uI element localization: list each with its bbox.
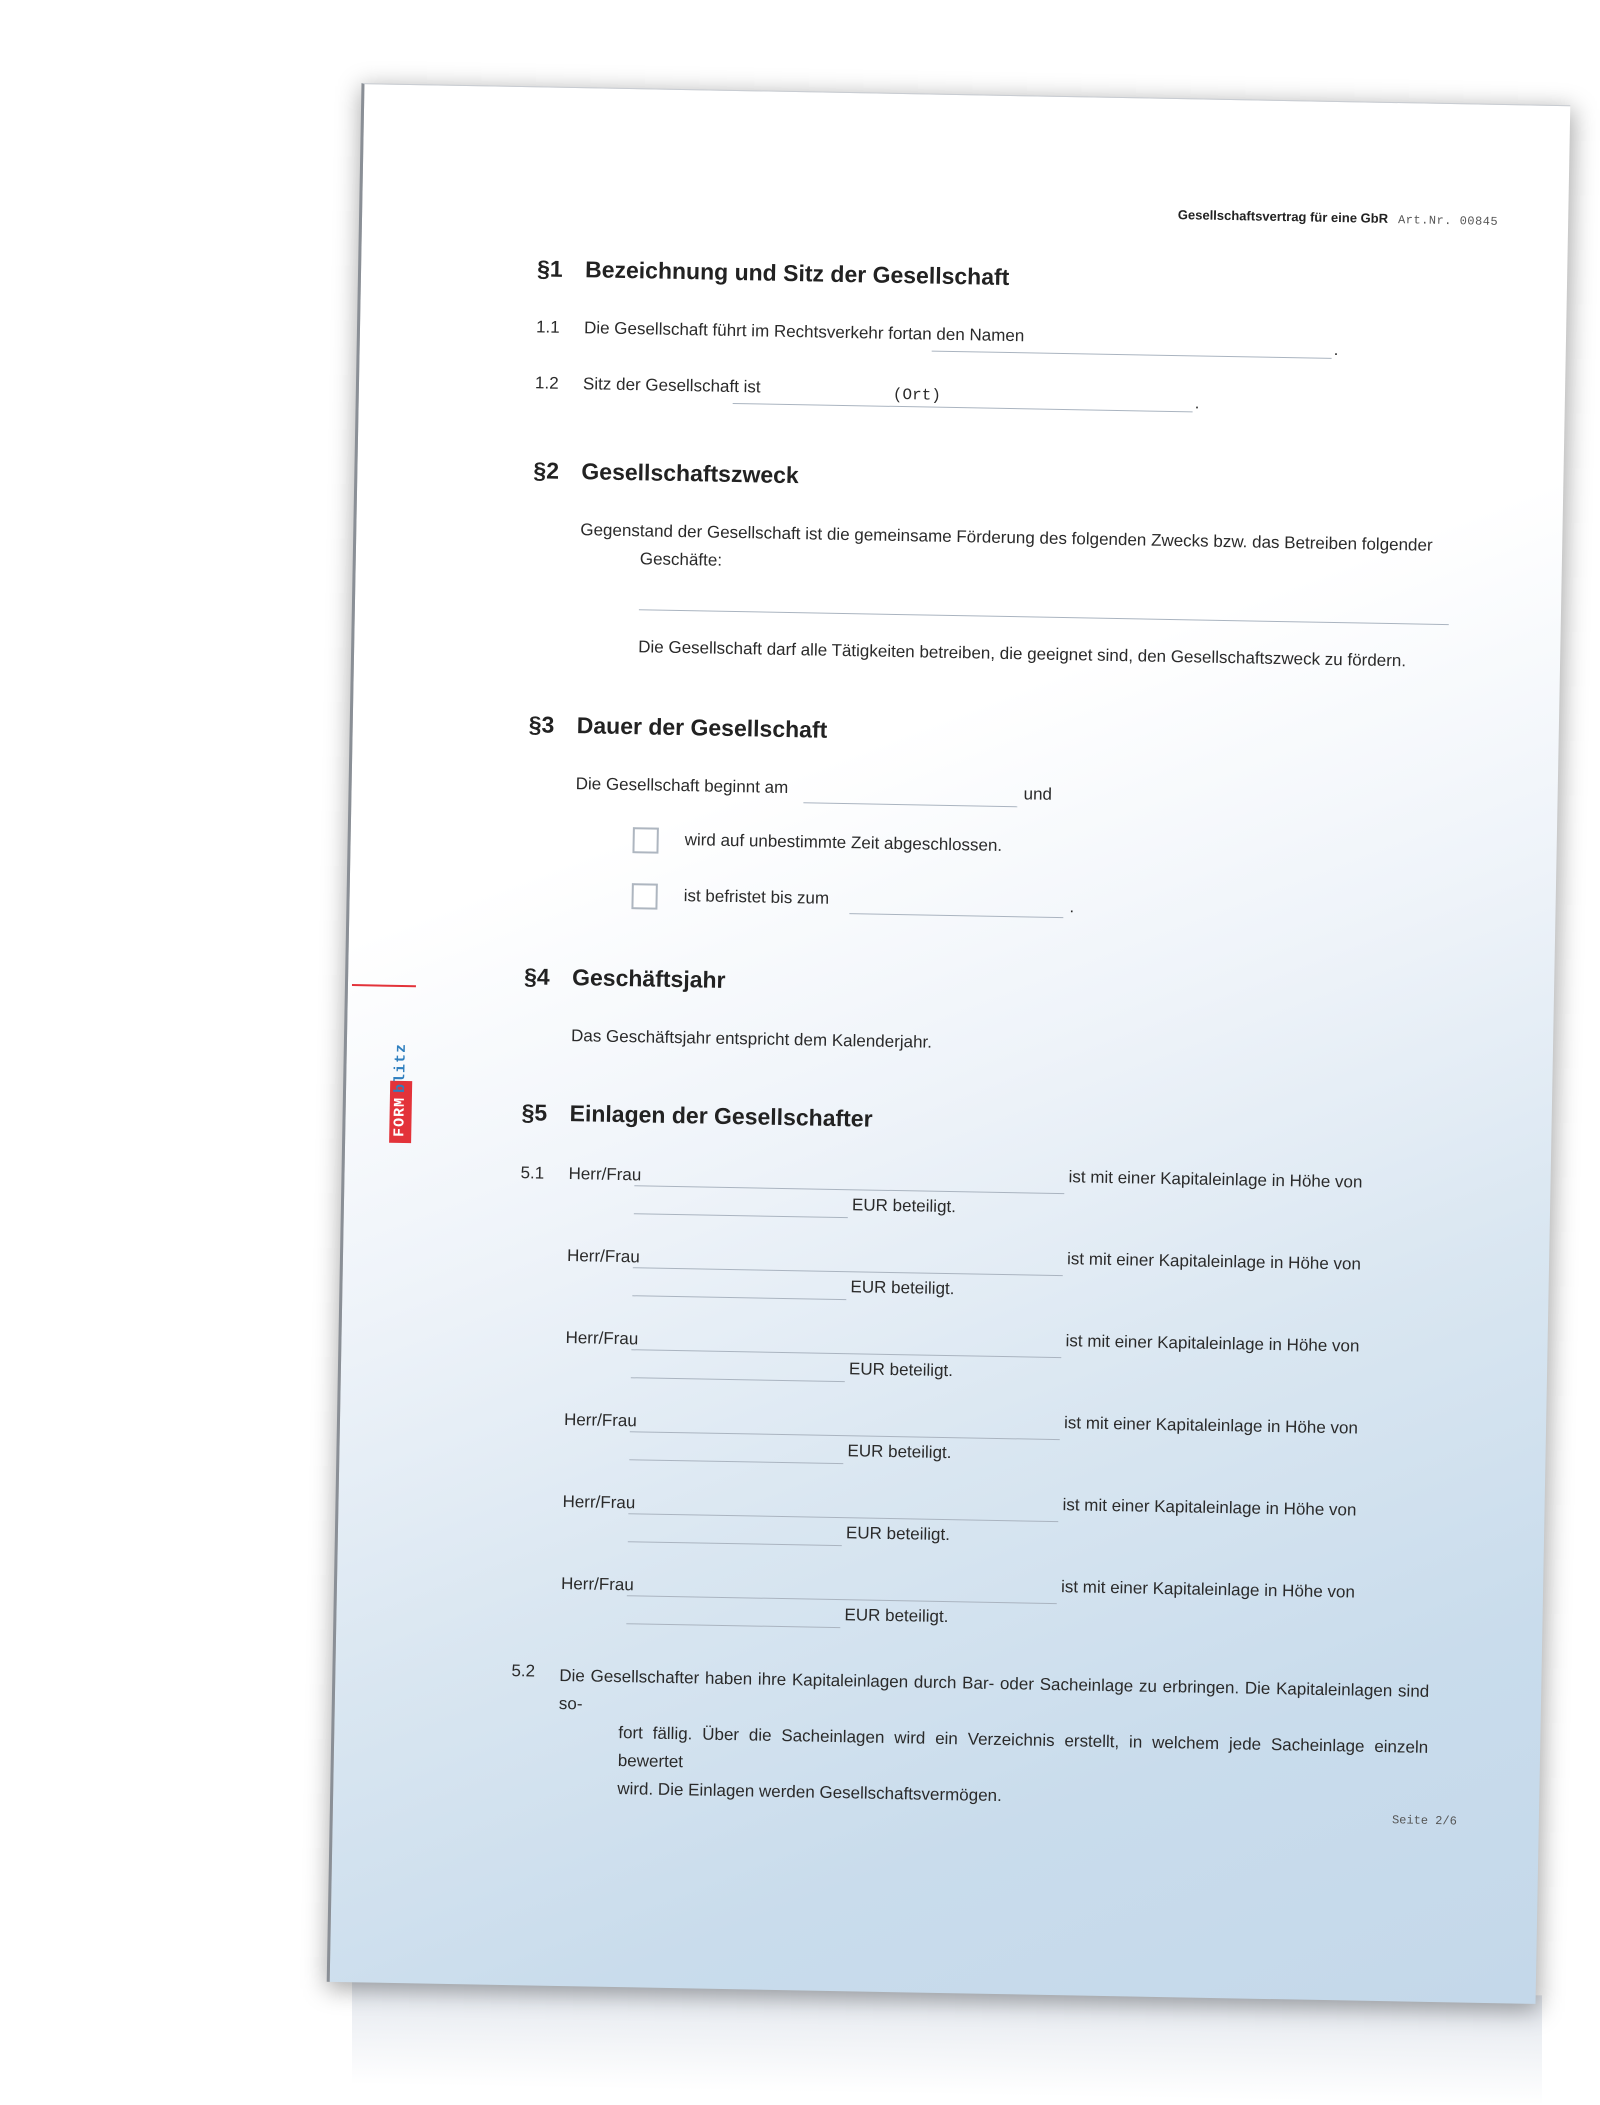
- clause-1-1-text: Die Gesellschaft führt im Rechtsverkehr fortan den Namen: [583, 318, 1025, 346]
- section-3-heading: [529, 711, 828, 743]
- section-title: Gesellschaftszweck: [581, 458, 799, 489]
- company-name-field[interactable]: [932, 351, 1332, 359]
- purpose-field[interactable]: [639, 609, 1449, 625]
- start-date-label: Die Gesellschaft beginnt am: [575, 774, 789, 798]
- purpose-text-continued: Geschäfte:: [639, 549, 723, 570]
- unlimited-duration-checkbox[interactable]: [632, 827, 658, 853]
- header-title: Gesellschaftsvertrag für eine GbR: [1177, 207, 1389, 226]
- fixed-term-end: .: [1069, 897, 1075, 917]
- partner-name-field[interactable]: [631, 1349, 1061, 1358]
- clause-1-1-end: .: [1333, 339, 1339, 360]
- clause-5-2-line: wird. Die Einlagen werden Gesellschaftsvermögen.: [617, 1779, 1002, 1806]
- clause-5-2-text: [557, 1662, 1429, 1818]
- contribution-mid: ist mit einer Kapitaleinlage in Höhe von: [1063, 1413, 1359, 1438]
- contribution-mid: ist mit einer Kapitaleinlage in Höhe von: [1062, 1495, 1357, 1520]
- clause-1-2-end: .: [1194, 393, 1200, 413]
- clause-5-2-number: 5.2: [511, 1661, 536, 1681]
- contribution-amount-field[interactable]: [628, 1541, 842, 1546]
- document-header: [1178, 207, 1499, 229]
- formblitz-logo: [389, 993, 414, 1143]
- section-title: Geschäftsjahr: [571, 964, 726, 993]
- purpose-text: Gegenstand der Gesellschaft ist die gemeinsame Förderung des folgenden Zwecks bzw. das Betreiben folgender: [580, 520, 1433, 555]
- contribution-amount-field[interactable]: [631, 1377, 845, 1382]
- contribution-amount-field[interactable]: [634, 1213, 848, 1218]
- header-artnr: Art.Nr. 00845: [1397, 213, 1499, 229]
- section-number: §5: [521, 1099, 548, 1126]
- contribution-end: EUR beteiligt.: [844, 1605, 949, 1627]
- logo-text: [389, 993, 414, 1143]
- contribution-end: EUR beteiligt.: [847, 1441, 952, 1463]
- section-title: Bezeichnung und Sitz der Gesellschaft: [584, 256, 1010, 290]
- contribution-end: EUR beteiligt.: [851, 1195, 957, 1217]
- clause-1-2-number: 1.2: [534, 373, 559, 393]
- contribution-end: EUR beteiligt.: [848, 1359, 954, 1381]
- unlimited-duration-label: wird auf unbestimmte Zeit abgeschlossen.: [684, 830, 1003, 855]
- section-title: Einlagen der Gesellschafter: [569, 1100, 873, 1132]
- section-number: §3: [528, 711, 555, 738]
- partner-name-field[interactable]: [634, 1185, 1064, 1194]
- section-number: §1: [536, 255, 563, 282]
- section-2-heading: [533, 457, 799, 489]
- document-page: [327, 83, 1571, 2004]
- logo-blitz-text: blitz: [392, 1042, 410, 1094]
- clause-5-2-line: fort fällig. Über die Sacheinlagen wird ein Verzeichnis erstellt, in welchem jede Sacheinlage einzeln bewertet: [617, 1723, 1429, 1772]
- partner-name-field[interactable]: [633, 1267, 1063, 1276]
- fixed-term-checkbox[interactable]: [631, 883, 657, 909]
- partner-name-field[interactable]: [630, 1431, 1060, 1440]
- seat-field-hint: (Ort): [892, 385, 942, 405]
- contribution-end: EUR beteiligt.: [850, 1277, 955, 1299]
- contribution-mid: ist mit einer Kapitaleinlage in Höhe von: [1068, 1167, 1363, 1192]
- contribution-amount-field[interactable]: [632, 1295, 846, 1300]
- contribution-amount-field[interactable]: [629, 1459, 843, 1464]
- section-number: §4: [523, 963, 550, 990]
- page-number: Seite 2/6: [1391, 1813, 1457, 1829]
- contribution-mid: ist mit einer Kapitaleinlage in Höhe von: [1066, 1249, 1362, 1274]
- purpose-scope-text: Die Gesellschaft darf alle Tätigkeiten betreiben, die geeignet sind, den Gesellschaftszweck zu fördern.: [638, 637, 1407, 671]
- fiscal-year-text: Das Geschäftsjahr entspricht dem Kalenderjahr.: [570, 1026, 933, 1052]
- fixed-term-label: ist befristet bis zum: [683, 886, 830, 908]
- section-1-heading: [537, 255, 1010, 291]
- partner-name-field[interactable]: [627, 1595, 1057, 1604]
- contribution-mid: ist mit einer Kapitaleinlage in Höhe von: [1065, 1331, 1360, 1356]
- clause-5-2-line: Die Gesellschafter haben ihre Kapitaleinlagen durch Bar- oder Sacheinlage zu erbringen. Die Kapitaleinlagen sind so-: [558, 1665, 1430, 1714]
- contribution-prefix: Herr/Frau: [560, 1573, 634, 1595]
- section-title: Dauer der Gesellschaft: [576, 712, 828, 743]
- contribution-prefix: Herr/Frau: [566, 1246, 640, 1267]
- clause-1-1-number: 1.1: [535, 317, 560, 337]
- contribution-prefix: Herr/Frau: [563, 1410, 637, 1431]
- clause-5-1-number: 5.1: [520, 1163, 545, 1183]
- contribution-end: EUR beteiligt.: [845, 1523, 951, 1545]
- section-4-heading: [524, 963, 726, 994]
- contribution-mid: ist mit einer Kapitaleinlage in Höhe von: [1060, 1577, 1356, 1602]
- section-5-heading: [521, 1099, 872, 1132]
- partner-name-field[interactable]: [628, 1513, 1058, 1522]
- start-date-field[interactable]: [803, 802, 1017, 807]
- contribution-prefix: Herr/Frau: [565, 1328, 639, 1349]
- start-date-und: und: [1023, 784, 1053, 804]
- contribution-amount-field[interactable]: [626, 1623, 840, 1628]
- end-date-field[interactable]: [849, 913, 1063, 918]
- contribution-prefix: Herr/Frau: [568, 1164, 642, 1185]
- clause-1-2-text: Sitz der Gesellschaft ist: [582, 374, 761, 397]
- company-seat-field[interactable]: [733, 403, 1193, 412]
- section-number: §2: [533, 457, 560, 484]
- logo-accent-line: [352, 984, 416, 987]
- logo-form-text: FORM: [391, 1096, 409, 1138]
- contribution-prefix: Herr/Frau: [562, 1492, 636, 1513]
